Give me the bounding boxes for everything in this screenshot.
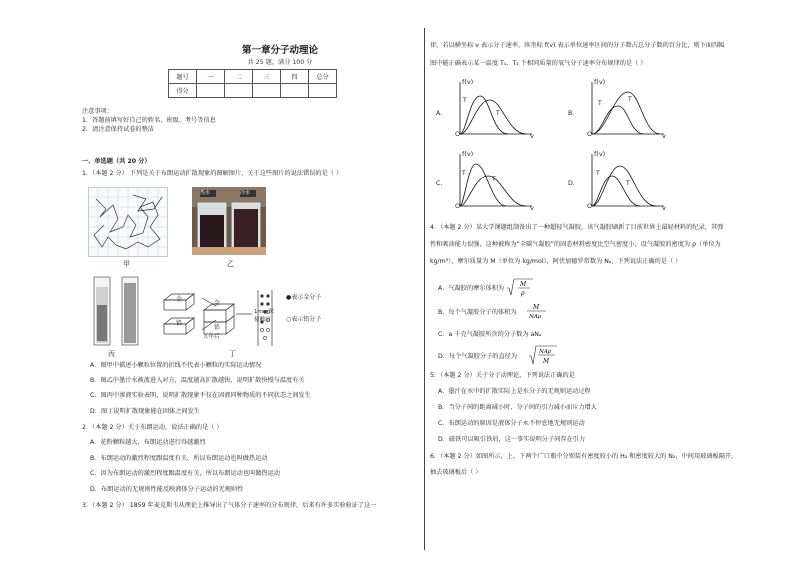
contact-depth-label: 1mm深 bbox=[254, 309, 274, 315]
question-1-stem: 1．（本题 2 分） 下列是关于布朗运动扩散现象的图解图片，关于这些图片的说法错误的是（ ） bbox=[82, 170, 343, 177]
question-5-stem: 5．（本题 2 分）关于分子动理论，下列说法正确的是 bbox=[430, 372, 575, 379]
score-header-cell: 二 bbox=[225, 70, 253, 84]
lead-atom-legend: ○表示铅分子 bbox=[286, 316, 322, 323]
score-header-cell: 题号 bbox=[169, 70, 197, 84]
q5-option[interactable]: C．布朗运动的原因是液体分子永不停息地无规则运动 bbox=[438, 420, 585, 427]
five-years-label: 五年后 bbox=[203, 334, 220, 340]
graph-t2-label: T bbox=[628, 96, 632, 103]
q5-option[interactable]: A．墨汁在水中的扩散实际上是水分子的无规则运动过程 bbox=[438, 388, 591, 395]
gold-block-label: 金 bbox=[176, 296, 183, 303]
q4-option[interactable]: C．a 千克气凝胶所含的分子数为 aNₐ bbox=[438, 331, 542, 338]
score-table-row bbox=[169, 84, 337, 98]
score-table-header-row bbox=[169, 70, 337, 84]
column-divider bbox=[424, 28, 425, 550]
contact-layer-label: 接触层 bbox=[254, 317, 271, 323]
cold-water-label: 冷水 bbox=[240, 190, 251, 196]
q4-option[interactable]: D．每个气凝胶分子的直径为 bbox=[438, 353, 518, 360]
q2-option[interactable]: D．布朗运动的无规则性能反映液体分子运动的无规则性 bbox=[90, 486, 244, 493]
graph-t2-label: T bbox=[496, 110, 500, 117]
distribution-graph-a bbox=[452, 78, 536, 142]
graph-t2-label: T bbox=[626, 180, 630, 187]
svg-text:M: M bbox=[520, 281, 527, 288]
score-header-cell: 三 bbox=[253, 70, 281, 84]
graph-y-axis-label: f(v) bbox=[462, 150, 474, 158]
page-subtitle: 共 25 题，满分 100 分 bbox=[247, 59, 313, 66]
q5-option[interactable]: B．当分子间的距离减小时，分子间的引力减小而斥力增大 bbox=[438, 404, 597, 411]
question-4-continued-2: kg/m³），摩尔质量为 M（单位为 kg/mol），阿伏加德罗常数为 Nₐ，下列说法正确的是（ ） bbox=[430, 258, 682, 265]
question-6-stem: 6．（本题 2 分）如图所示，上、下两个广口瓶中分别装有密度较小的 H₂ 和密度较大的 N₂，中间用玻璃板隔开， bbox=[430, 453, 738, 460]
figure-label-bing: 丙 bbox=[108, 350, 115, 358]
svg-text:M: M bbox=[543, 358, 550, 365]
graph-t1-label: T bbox=[598, 100, 602, 107]
question-4-stem: 4．（本题 2 分）某大学课题组制备出了一种超轻气凝胶，该气凝胶刷新了目前世界上最轻材料的纪录，其弹 bbox=[430, 224, 724, 231]
score-header-cell: 四 bbox=[281, 70, 309, 84]
question-2-stem: 2．（本题 2 分）关于布朗运动，说法正确的是（ ） bbox=[82, 424, 223, 431]
section-heading: 一、单选题（共 20 分） bbox=[82, 158, 151, 165]
score-cell[interactable] bbox=[281, 84, 309, 98]
graph-t2-label: T bbox=[492, 176, 496, 183]
svg-text:M: M bbox=[533, 304, 540, 311]
formula-m-over-na-rho bbox=[526, 302, 548, 320]
graph-t1-label: T bbox=[462, 170, 466, 177]
graph-x-axis-label: v bbox=[530, 204, 534, 212]
q4-option[interactable]: B．每个气凝胶分子的体积为 bbox=[438, 309, 517, 316]
question-3-continued-2: 图中能正确表示某一温度 T₁、T₂ 下相同质量的氧气分子速率分布规律的是（ ） bbox=[430, 60, 647, 67]
note-item: 2．请注意保持试卷的整洁 bbox=[82, 126, 154, 133]
q5-option[interactable]: D．磁铁可以吸引铁屑，这一事实说明分子间存在引力 bbox=[438, 436, 586, 443]
score-row-label: 得分 bbox=[169, 84, 197, 98]
score-header-cell: 一 bbox=[197, 70, 225, 84]
q2-option[interactable]: C．因为布朗运动的激烈程度跟温度有关，所以布朗运动也叫做热运动 bbox=[90, 470, 280, 477]
figure-label-jia: 甲 bbox=[123, 260, 130, 268]
svg-text:NAρ: NAρ bbox=[539, 349, 552, 355]
question-3-continued: 律，若以横坐标 v 表示分子速率，纵坐标 f(v) 表示单位速率区间的分子数占总分子数的百分比，则下面四幅 bbox=[430, 42, 725, 49]
gold-atom-legend: ●表示金分子 bbox=[286, 294, 322, 301]
q1-option[interactable]: D．图丁说明扩散现象能在固体之间发生 bbox=[90, 408, 200, 415]
formula-sqrt-m-rho bbox=[506, 277, 534, 297]
score-header-cell: 总分 bbox=[309, 70, 337, 84]
graph-t1-label: T bbox=[463, 97, 467, 104]
svg-text:NAρ: NAρ bbox=[529, 314, 542, 320]
q4-option[interactable]: A．气凝胶的摩尔体积为 bbox=[438, 285, 505, 292]
formula-cuberoot-na-rho-m bbox=[528, 344, 558, 366]
brownian-path-figure bbox=[88, 187, 168, 257]
graph-x-axis-label: v bbox=[662, 204, 666, 212]
lead-block-label: 铅 bbox=[176, 320, 183, 327]
svg-text:ρ: ρ bbox=[521, 290, 525, 297]
lead-block-label-2: 铅 bbox=[214, 324, 221, 331]
q1-option[interactable]: A．图甲中描述小颗粒位置的折线不代表小颗粒的实际运动情况 bbox=[90, 362, 262, 369]
question-3-stem: 3．（本题 2 分） 1859 年麦克斯韦从理论上推导出了气体分子速率的分布规律，后来有许多实验验证了这一 bbox=[82, 502, 377, 509]
page-title: 第一章分子动理论 bbox=[241, 45, 318, 56]
graph-origin-label: O bbox=[455, 130, 461, 138]
score-cell[interactable] bbox=[309, 84, 337, 98]
distribution-graph-b bbox=[584, 78, 668, 142]
gold-block-label-2: 金 bbox=[214, 300, 221, 307]
graph-t1-label: T bbox=[596, 170, 600, 177]
graph-origin-label: O bbox=[587, 130, 593, 138]
question-6-continued: 抽去玻璃板后（ ） bbox=[430, 469, 482, 476]
notes-heading: 注意事项： bbox=[82, 108, 113, 115]
graph-option-label[interactable]: A． bbox=[436, 110, 447, 117]
figure-label-yi: 乙 bbox=[227, 260, 234, 268]
score-table bbox=[168, 69, 337, 98]
graph-option-label[interactable]: B． bbox=[568, 110, 579, 117]
graph-x-axis-label: v bbox=[530, 132, 534, 140]
graph-x-axis-label: v bbox=[662, 132, 666, 140]
beakers-photo-figure bbox=[192, 187, 266, 255]
hot-water-label: 热水 bbox=[200, 190, 211, 196]
q2-option[interactable]: A．花粉颗粒越大，布朗运动进行得越激烈 bbox=[90, 439, 206, 446]
figure-label-ding: 丁 bbox=[229, 350, 236, 358]
tubes-figure bbox=[92, 275, 144, 347]
note-item: 1．答题前填写好自己的姓名、班级、考号等信息 bbox=[82, 117, 216, 124]
score-cell[interactable] bbox=[197, 84, 225, 98]
graph-option-label[interactable]: D． bbox=[568, 180, 579, 187]
q1-option[interactable]: C．图丙中渗液实验表明，说明扩散现象不仅在固液同种物质的不同状态之间发生 bbox=[90, 392, 311, 399]
graph-y-axis-label: f(v) bbox=[594, 78, 606, 86]
score-cell[interactable] bbox=[253, 84, 281, 98]
graph-y-axis-label: f(v) bbox=[594, 150, 606, 158]
graph-y-axis-label: f(v) bbox=[462, 78, 474, 86]
question-4-continued: 性和吸油能力很强，这种被称为“全碳气凝胶”的固态材料密度比空气密度小，设气凝胶的密度为 ρ（单位为 bbox=[430, 241, 721, 248]
graph-option-label[interactable]: C． bbox=[436, 180, 447, 187]
q2-option[interactable]: B．布朗运动的激烈程度跟温度有关，所以布朗运动也叫做热运动 bbox=[90, 455, 268, 462]
q1-option[interactable]: B．图乙中墨汁水被流进入对方，温度越高扩散越快，说明扩散快慢与温度有关 bbox=[90, 377, 305, 384]
graph-origin-label: O bbox=[587, 202, 593, 210]
score-cell[interactable] bbox=[225, 84, 253, 98]
graph-origin-label: O bbox=[455, 202, 461, 210]
